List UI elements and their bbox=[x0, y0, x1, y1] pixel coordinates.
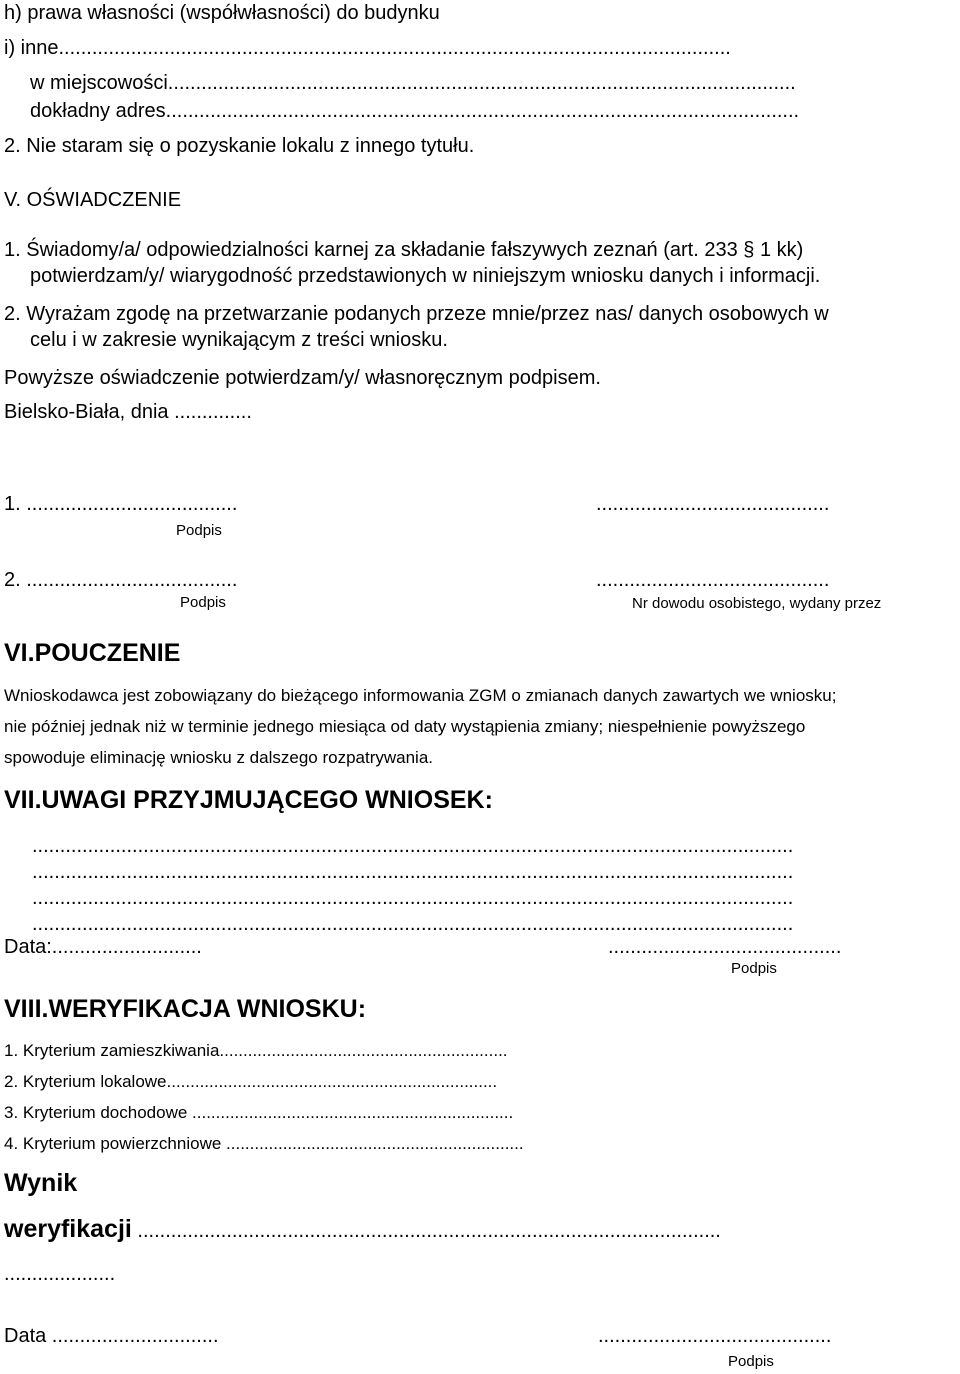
remarks-signature-label: Podpis bbox=[731, 960, 777, 977]
verification-date-field: Data .............................. bbox=[4, 1325, 219, 1347]
signature-1-field: 1. ...................................... bbox=[4, 493, 238, 515]
remarks-line-4: ......................................................................................................................................... bbox=[32, 914, 794, 934]
point-2-no-other-title: 2. Nie staram się o pozyskanie lokalu z innego tytułu. bbox=[4, 135, 475, 157]
verification-signature-label: Podpis bbox=[728, 1353, 774, 1370]
result-heading-weryfikacji: weryfikacji bbox=[4, 1217, 132, 1242]
verification-result-continuation: .................... bbox=[4, 1263, 116, 1285]
place-date-field: Bielsko-Biała, dnia .............. bbox=[4, 401, 252, 423]
confirmation-text: Powyższe oświadczenie potwierdzam/y/ własnoręcznym podpisem. bbox=[4, 367, 601, 389]
result-heading-wynik: Wynik bbox=[4, 1169, 78, 1197]
section-viii-heading: VIII.WERYFIKACJA WNIOSKU: bbox=[4, 995, 367, 1023]
remarks-line-2: ......................................................................................................................................... bbox=[32, 862, 794, 882]
criterion-income: 3. Kryterium dochodowe .................................................................... bbox=[4, 1103, 514, 1122]
item-h: h) prawa własności (współwłasności) do budynku bbox=[4, 2, 440, 24]
section-v-heading: V. OŚWIADCZENIE bbox=[4, 189, 182, 211]
field-miejscowosc: w miejscowości................................................................................................................. bbox=[30, 73, 796, 93]
remarks-signature-field: .......................................... bbox=[608, 936, 842, 958]
signature-1-right-field: .......................................... bbox=[596, 493, 830, 515]
verification-result-row bbox=[4, 1217, 952, 1242]
item-i: i) inne......................................................................................................................... bbox=[4, 38, 731, 58]
statement-1-line2: potwierdzam/y/ wiarygodność przedstawionych w niniejszym wniosku danych i informacji. bbox=[30, 265, 821, 287]
signature-1-label: Podpis bbox=[176, 522, 222, 539]
id-document-label: Nr dowodu osobistego, wydany przez bbox=[632, 595, 882, 612]
statement-1-line1: 1. Świadomy/a/ odpowiedzialności karnej za składanie fałszywych zeznań (art. 233 § 1 kk) bbox=[4, 239, 804, 261]
signature-2-field: 2. ...................................... bbox=[4, 569, 238, 591]
criterion-housing: 2. Kryterium lokalowe...................................................................... bbox=[4, 1072, 498, 1091]
criterion-area: 4. Kryterium powierzchniowe ............................................................... bbox=[4, 1134, 524, 1153]
notice-line-3: spowoduje eliminację wniosku z dalszego rozpatrywania. bbox=[4, 748, 434, 767]
remarks-line-3: ......................................................................................................................................... bbox=[32, 888, 794, 908]
remarks-line-1: ......................................................................................................................................... bbox=[32, 836, 794, 856]
verification-signature-field: .......................................... bbox=[598, 1325, 832, 1347]
statement-2-line1: 2. Wyrażam zgodę na przetwarzanie podanych przeze mnie/przez nas/ danych osobowych w bbox=[4, 303, 829, 325]
signature-2-label: Podpis bbox=[180, 594, 226, 611]
statement-2-line2: celu i w zakresie wynikającym z treści wniosku. bbox=[30, 329, 448, 351]
section-vi-heading: VI.POUCZENIE bbox=[4, 639, 181, 667]
criterion-residence: 1. Kryterium zamieszkiwania............................................................. bbox=[4, 1041, 508, 1060]
remarks-date-field: Data:........................... bbox=[4, 936, 202, 958]
notice-line-1: Wnioskodawca jest zobowiązany do bieżącego informowania ZGM o zmianach danych zawartych we wniosku; bbox=[4, 686, 837, 705]
section-vii-heading: VII.UWAGI PRZYJMUJĄCEGO WNIOSEK: bbox=[4, 786, 493, 814]
id-document-field: .......................................... bbox=[596, 569, 830, 591]
notice-line-2: nie później jednak niż w terminie jednego miesiąca od daty wystąpienia zmiany; niespełnienie powyższego bbox=[4, 717, 806, 736]
verification-result-field: ......................................................................................................... bbox=[131, 1220, 721, 1242]
field-adres: dokładny adres.................................................................................................................. bbox=[30, 101, 800, 121]
